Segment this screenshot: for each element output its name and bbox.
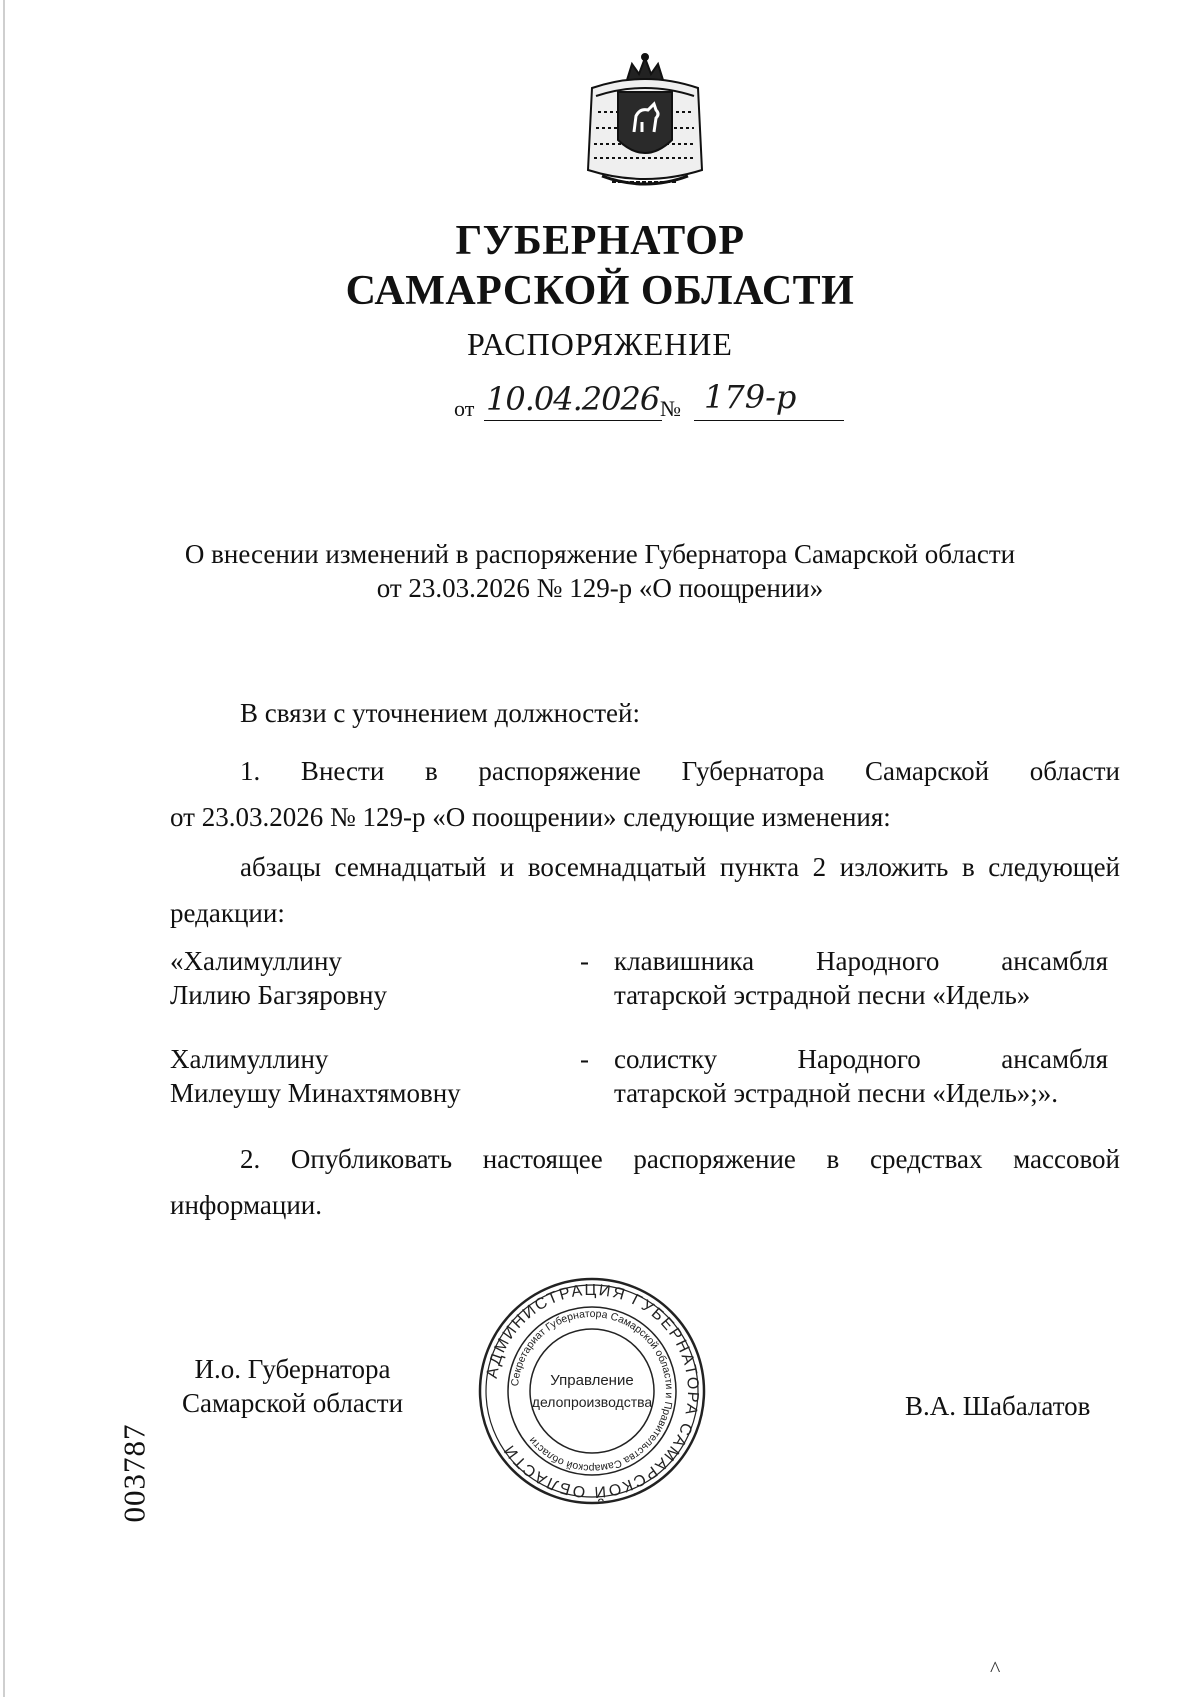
stamp-center-line2: делопроизводства: [531, 1394, 653, 1410]
person-role-line1: клавишника Народного ансамбля: [614, 946, 1108, 976]
item1-line1: 1. Внести в распоряжение Губернатора Самарской области: [240, 756, 1120, 786]
person-name: [170, 944, 550, 1012]
stamp-inner-text: Секретариат Губернатора Самарской области и Правительства Самарской области: [509, 1307, 676, 1475]
signatory-name: В.А. Шабалатов: [905, 1391, 1091, 1421]
person-name-line2: Лилию Багзяровну: [170, 980, 387, 1010]
subject-line1: О внесении изменений в распоряжение Губернатора Самарской области: [184, 539, 1016, 569]
issuer-title-line1: ГУБЕРНАТОР: [455, 218, 745, 264]
person-dash: -: [580, 946, 589, 976]
date-underline: [484, 420, 662, 421]
person-name: [170, 1042, 550, 1110]
item1-sub-line1: абзацы семнадцатый и восемнадцатый пункта 2 изложить в следующей: [240, 852, 1120, 882]
corner-mark: ^: [990, 1656, 1001, 1681]
document-type: РАСПОРЯЖЕНИЕ: [467, 326, 733, 362]
signatory-position-line1: И.о. Губернатора: [194, 1354, 391, 1384]
signatory-position: [170, 1352, 415, 1420]
handwritten-number: 179-р: [704, 378, 797, 416]
subject-line2: от 23.03.2026 № 129-р «О поощрении»: [376, 573, 824, 603]
official-stamp: [476, 1275, 708, 1507]
person-role: [614, 944, 1108, 1012]
handwritten-date: 10.04.2026: [486, 380, 660, 418]
intro-paragraph: В связи с уточнением должностей:: [240, 698, 640, 728]
document-subject: [150, 537, 1050, 605]
coat-of-arms-icon: [582, 52, 708, 194]
person-role: [614, 1042, 1108, 1110]
signatory-position-line2: Самарской области: [181, 1388, 404, 1418]
person-role-line2: татарской эстрадной песни «Идель»;».: [614, 1078, 1059, 1108]
date-prefix: от: [454, 396, 475, 421]
person-name-line1: «Халимуллину: [170, 946, 342, 976]
svg-text:Секретариат Губернатора Самарс: [509, 1308, 675, 1474]
item1-line2: от 23.03.2026 № 129-р «О поощрении» следующие изменения:: [170, 802, 891, 832]
person-name-line1: Халимуллину: [170, 1044, 329, 1074]
item2-line2: информации.: [170, 1190, 322, 1220]
person-dash: -: [580, 1044, 589, 1074]
person-role-line2: татарской эстрадной песни «Идель»: [614, 980, 1031, 1010]
stamp-outer-text: АДМИНИСТРАЦИЯ ГУБЕРНАТОРА САМАРСКОЙ ОБЛАСТИ: [483, 1281, 702, 1501]
registration-number: 003787: [116, 1423, 152, 1523]
number-underline: [694, 420, 844, 421]
person-name-line2: Милеушу Минахтямовну: [170, 1078, 461, 1108]
item1-sub-line2: редакции:: [170, 898, 285, 928]
person-role-line1: солистку Народного ансамбля: [614, 1044, 1108, 1074]
issuer-title-line2: САМАРСКОЙ ОБЛАСТИ: [345, 268, 855, 314]
number-prefix: №: [660, 396, 681, 421]
stamp-center-line1: Управление: [550, 1372, 634, 1389]
item2-line1: 2. Опубликовать настоящее распоряжение в средствах массовой: [240, 1144, 1120, 1174]
